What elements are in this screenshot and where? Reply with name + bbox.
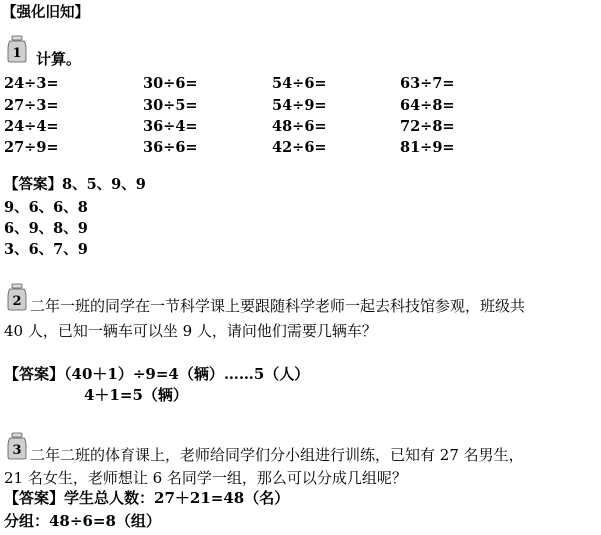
section-title: 【强化旧知】 [2,4,89,21]
q1-answer-row-4: 3、6、7、9 [4,241,88,258]
answer-text: 8、5、9、9 [62,176,146,193]
q3-question-line-1: 二年二班的体育课上，老师给同学们分小组进行训练，已知有 27 名男生， [30,446,524,464]
jar-icon [6,432,28,460]
division-problem: 27÷9= [4,139,59,156]
q3-question-line-2: 21 名女生，老师想让 6 名同学一组，那么可以分成几组呢？ [4,469,407,487]
q2-question-line-2: 40 人，已知一辆车可以坐 9 人，请问他们需要几辆车？ [4,322,377,340]
q1-answer-row-1 [4,175,146,195]
q2-answer-row-2: 4＋1=5（辆） [84,386,188,404]
q2-answer-row-1 [4,364,309,384]
q2-question-line-1: 二年一班的同学在一节科学课上要跟随科学老师一起去科技馆参观，班级共 [30,297,526,315]
answer-label: 【答案】 [4,365,65,383]
svg-text:1: 1 [12,46,22,61]
svg-text:2: 2 [12,294,22,309]
question-number-badge-1 [6,35,28,63]
division-problem: 30÷6= [143,75,198,92]
jar-icon [6,283,28,311]
division-problem: 81÷9= [400,139,455,156]
svg-text:3: 3 [12,443,22,458]
division-problem: 63÷7= [400,75,455,92]
q1-answer-row-3: 6、9、8、9 [4,220,88,237]
answer-text: （40＋1）÷9=4（辆）……5（人） [64,365,310,383]
division-problem: 42÷6= [272,139,327,156]
division-problem: 48÷6= [272,118,327,135]
q3-answer-row-2: 分组：48÷6=8（组） [4,512,161,530]
answer-label: 【答案】 [4,176,62,193]
question-number-badge-2 [6,283,28,311]
division-problem: 24÷4= [4,118,59,135]
division-problem: 24÷3= [4,75,59,92]
answer-text: 学生总人数：27＋21=48（名） [64,489,290,507]
division-problem: 36÷4= [143,118,198,135]
answer-label: 【答案】 [4,489,65,507]
division-problem: 54÷6= [272,75,327,92]
division-problem: 72÷8= [400,118,455,135]
division-problem: 54÷9= [272,97,327,114]
division-problem: 30÷5= [143,97,198,114]
division-problem: 27÷3= [4,97,59,114]
q1-answer-row-2: 9、6、6、8 [4,199,88,216]
q3-answer-row-1 [4,488,289,508]
division-problem: 64÷8= [400,97,455,114]
division-problem: 36÷6= [143,139,198,156]
question-number-badge-3 [6,432,28,460]
jar-icon [6,35,28,63]
q1-heading: 计算。 [36,50,82,68]
